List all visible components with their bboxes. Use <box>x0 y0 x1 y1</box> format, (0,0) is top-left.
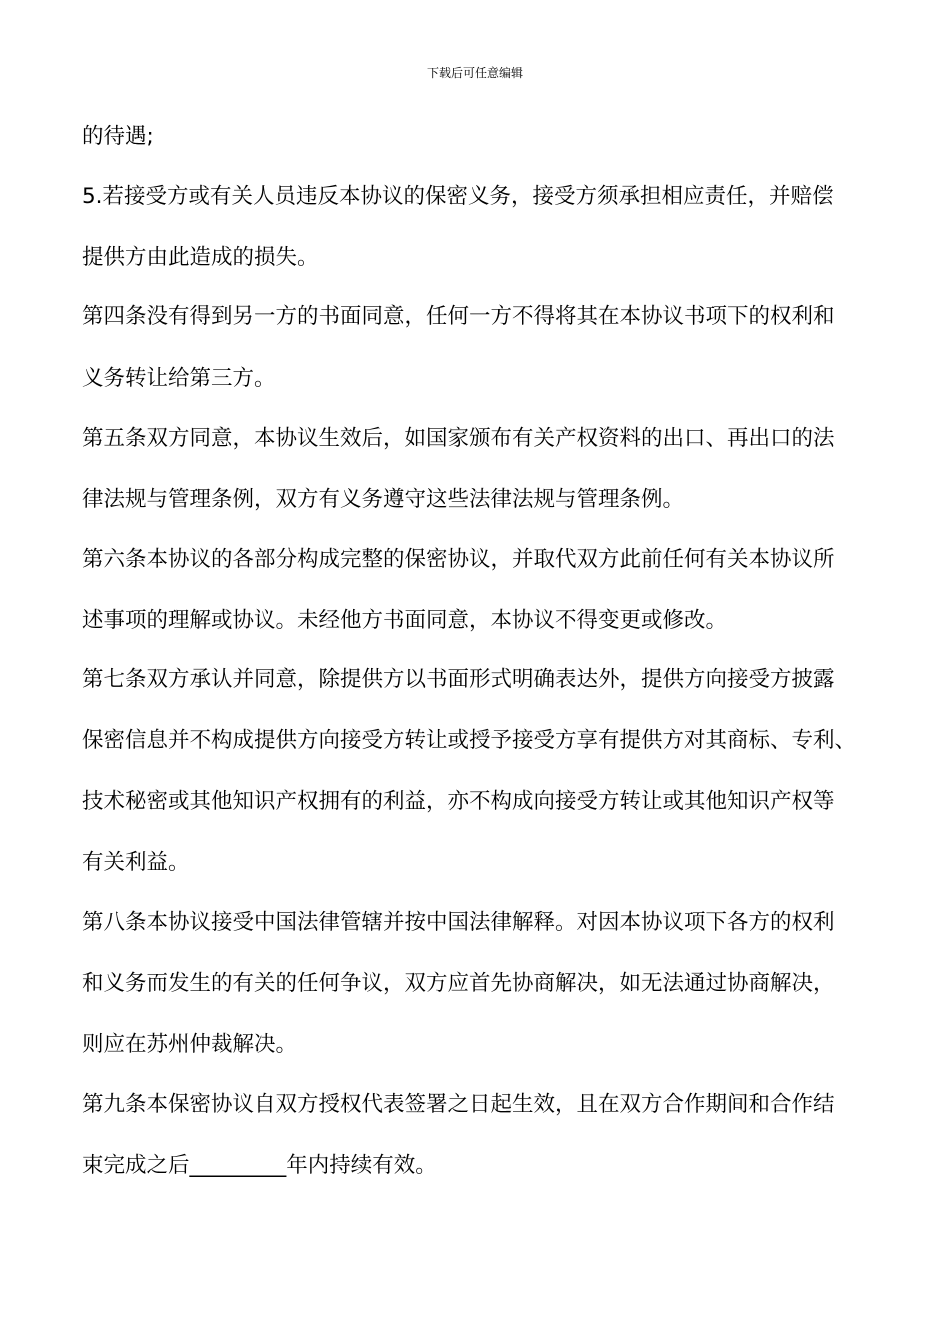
body-line-last <box>82 1151 437 1181</box>
body-line: 和义务而发生的有关的任何争议，双方应首先协商解决，如无法通过协商解决， <box>82 971 835 996</box>
header-note: 下载后可任意编辑 <box>426 66 523 80</box>
body-line: 义务转让给第三方。 <box>82 366 276 391</box>
body-line: 5.若接受方或有关人员违反本协议的保密义务，接受方须承担相应责任，并赔偿 <box>82 184 834 209</box>
body-line: 技术秘密或其他知识产权拥有的利益，亦不构成向接受方转让或其他知识产权等 <box>82 789 835 814</box>
body-line: 则应在苏州仲裁解决。 <box>82 1032 298 1057</box>
last-line-after: 年内持续有效。 <box>286 1153 437 1178</box>
body-line: 提供方由此造成的损失。 <box>82 245 319 270</box>
fill-in-blank: _________ <box>189 1153 287 1178</box>
body-line: 第五条双方同意，本协议生效后，如国家颁布有关产权资料的出口、再出口的法 <box>82 426 835 451</box>
body-line: 述事项的理解或协议。未经他方书面同意，本协议不得变更或修改。 <box>82 608 728 633</box>
body-line: 有关利益。 <box>82 850 190 875</box>
body-line: 第四条没有得到另一方的书面同意，任何一方不得将其在本协议书项下的权利和 <box>82 304 835 329</box>
body-line: 第七条双方承认并同意，除提供方以书面形式明确表达外，提供方向接受方披露 <box>82 667 835 692</box>
body-line: 的待遇; <box>82 124 154 149</box>
body-line: 律法规与管理条例，双方有义务遵守这些法律法规与管理条例。 <box>82 487 685 512</box>
body-line: 第六条本协议的各部分构成完整的保密协议，并取代双方此前任何有关本协议所 <box>82 547 835 572</box>
body-line: 第九条本保密协议自双方授权代表签署之日起生效，且在双方合作期间和合作结 <box>82 1092 835 1117</box>
last-line-before: 束完成之后 <box>82 1153 190 1178</box>
body-line: 第八条本协议接受中国法律管辖并按中国法律解释。对因本协议项下各方的权利 <box>82 910 835 935</box>
body-line: 保密信息并不构成提供方向接受方转让或授予接受方享有提供方对其商标、专利、 <box>82 728 857 753</box>
